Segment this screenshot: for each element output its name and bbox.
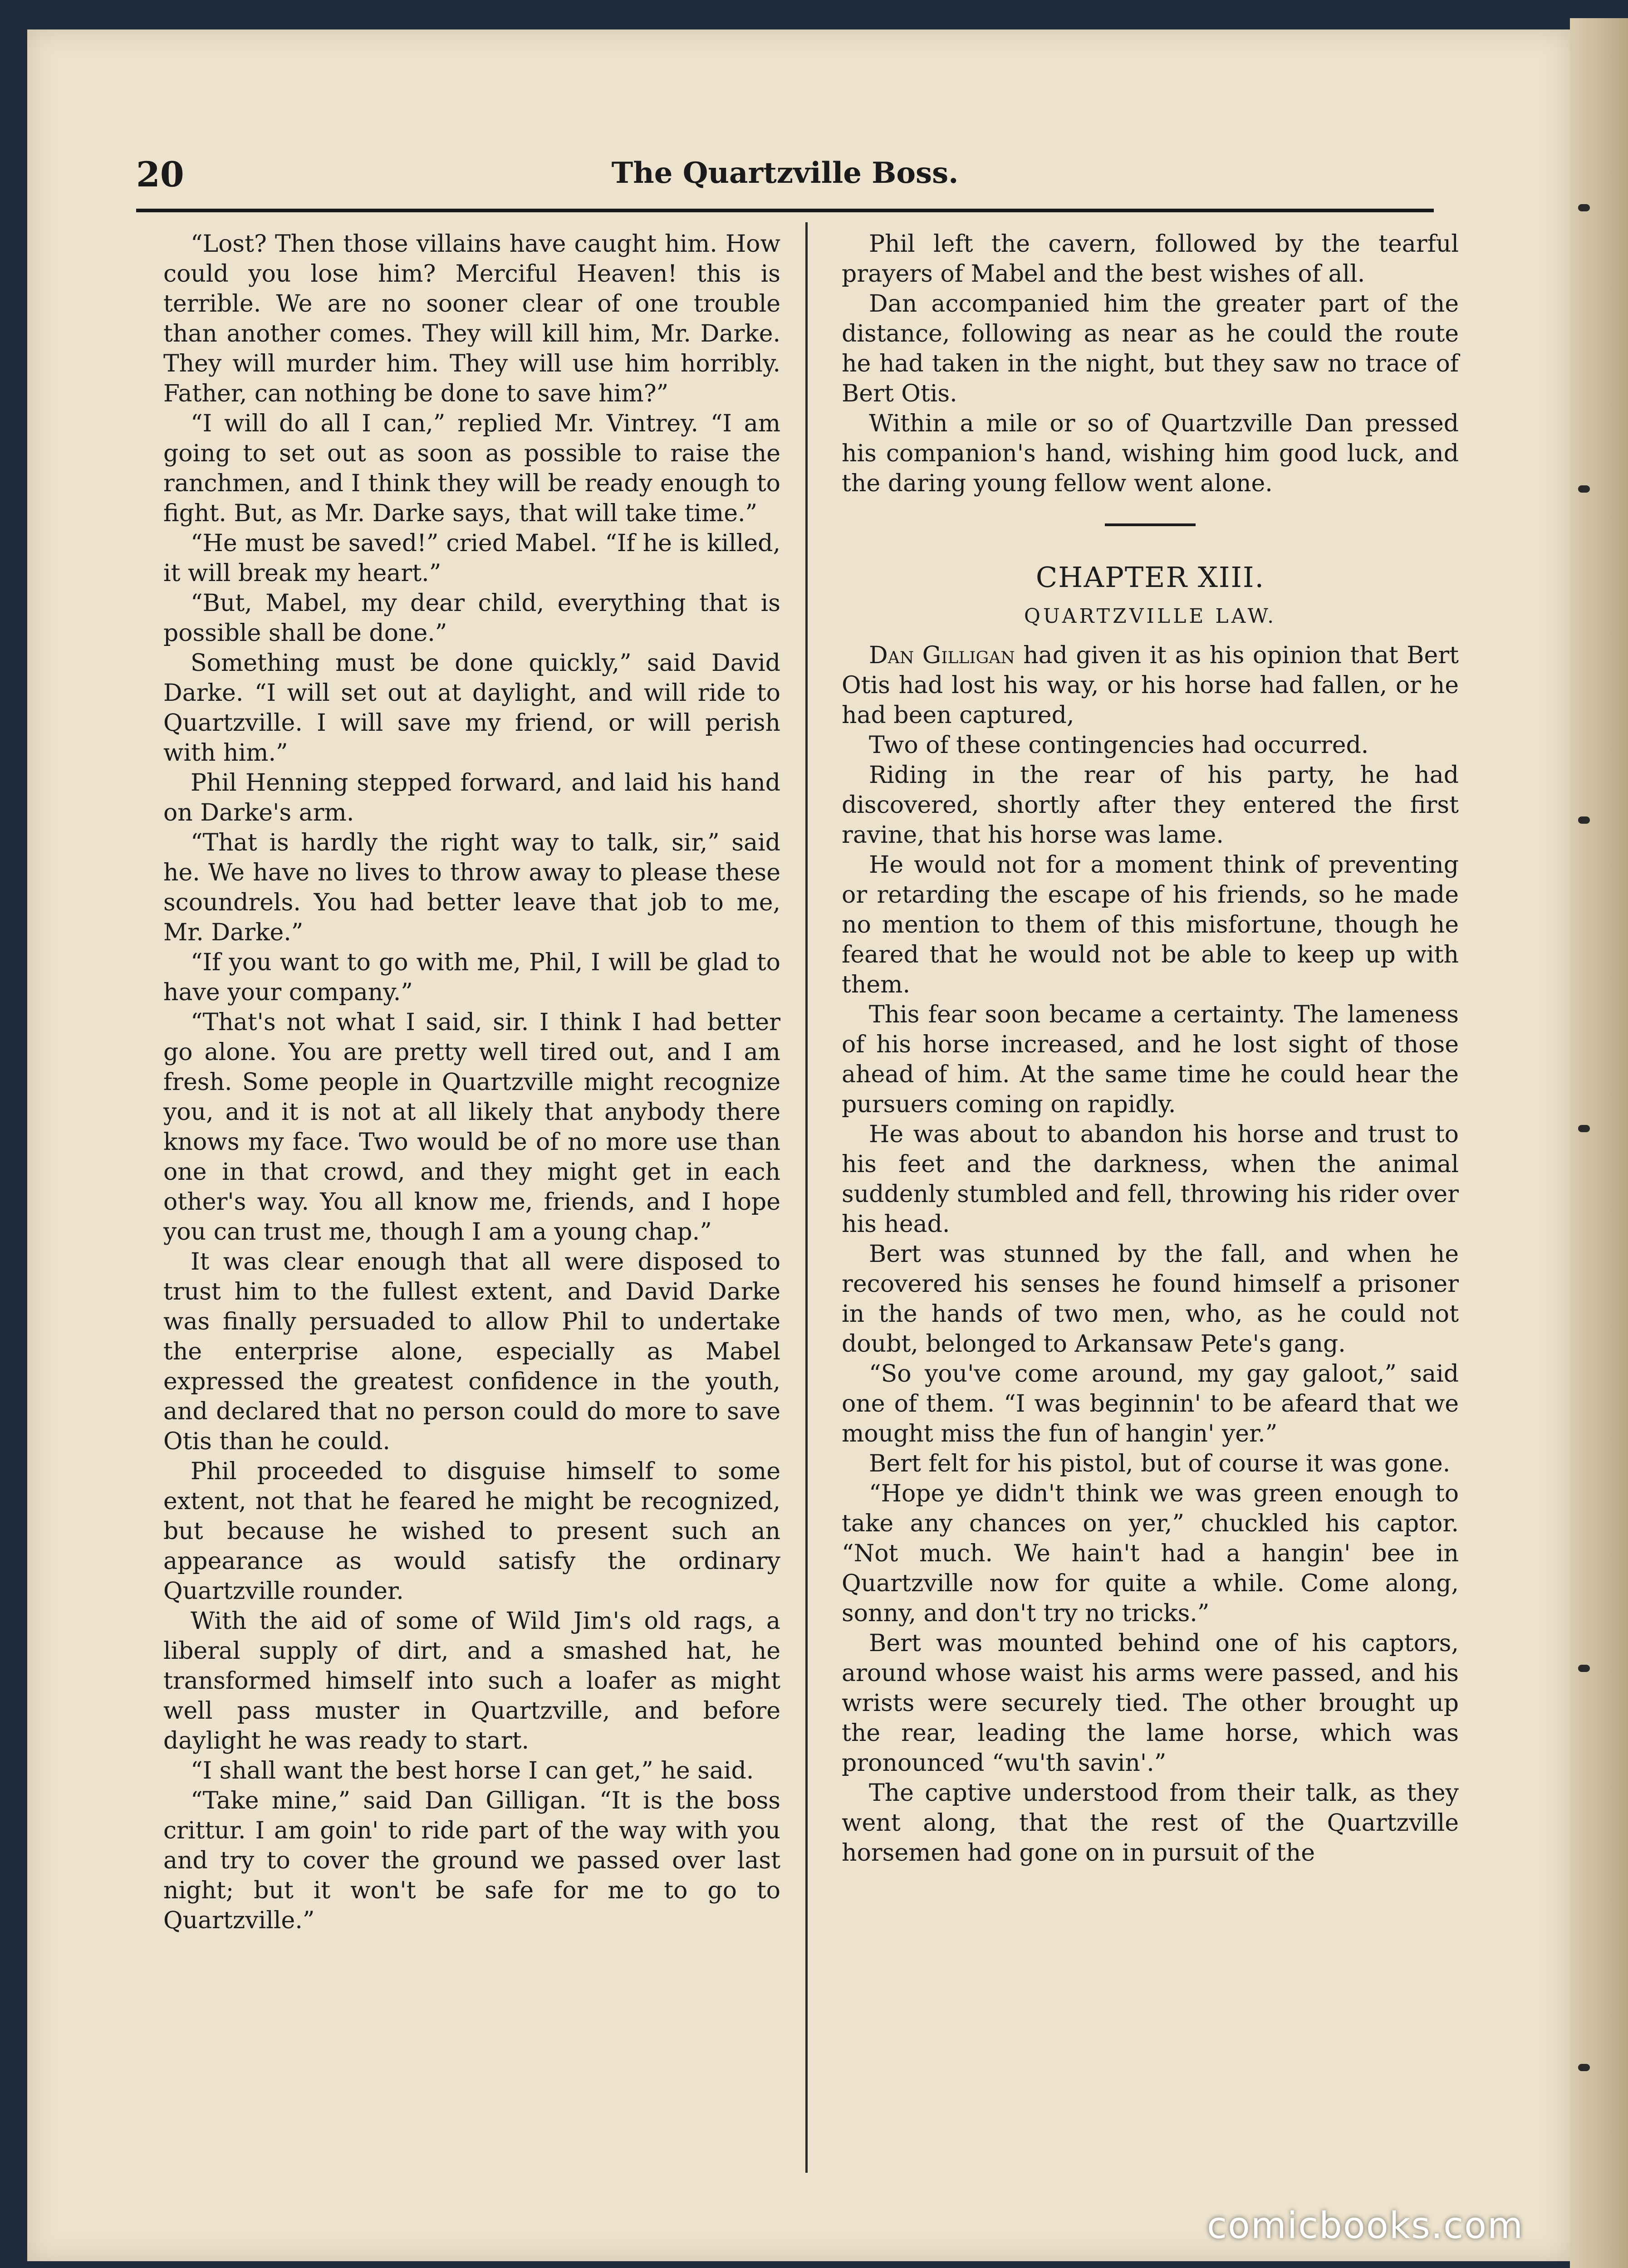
section-divider: [1105, 523, 1196, 526]
paragraph: With the aid of some of Wild Jim's old rags, a liberal supply of dirt, and a smashed hat, he transformed himself into such a loafer as might well pass muster in Quartzville, and before daylight he was ready to start.: [163, 1608, 780, 1755]
chapter-opening-paragraph: [842, 640, 1459, 730]
watermark: comicbooks.com: [1207, 2204, 1524, 2247]
binding-hole: [1578, 2064, 1590, 2071]
paragraph: “That's not what I said, sir. I think I had better go alone. You are pretty well tired out, and I am fresh. Some people in Quartzville might recognize you, and it is not at all likely that anybody there knows my face. Two would be of no more use than one in that crowd, and they might get in each other's way. You all know me, friends, and I hope you can trust me, though I am a young chap.”: [163, 1009, 780, 1246]
column-rule: [805, 222, 808, 2173]
lead-text: had given it as his opinion that Bert Otis had lost his way, or his horse had fallen, or he had been captured,: [842, 642, 1459, 729]
paragraph: He would not for a moment think of preventing or retarding the escape of his friends, so he made no mention to them of this misfortune, though he feared that he would not be able to keep up with them.: [842, 851, 1459, 998]
paragraph: Phil proceeded to disguise himself to some extent, not that he feared he might be recognized, but because he wished to present such an appearance as would satisfy the ordinary Quartzville rounder.: [163, 1458, 780, 1605]
binding-hole: [1578, 1665, 1590, 1672]
paragraph: It was clear enough that all were disposed to trust him to the fullest extent, and David Darke was finally persuaded to allow Phil to undertake the enterprise alone, especially as Mabel expressed the greatest confidence in the youth, and declared that no person could do more to save Otis than he could.: [163, 1248, 780, 1455]
paragraph: Bert was mounted behind one of his captors, around whose waist his arms were passed, and his wrists were securely tied. The other brought up the rear, leading the lame horse, which was pronounced “wu'th savin'.”: [842, 1630, 1459, 1777]
paragraph: Phil left the cavern, followed by the tearful prayers of Mabel and the best wishes of all.: [842, 230, 1459, 288]
chapter-subtitle: QUARTZVILLE LAW.: [1024, 605, 1277, 628]
binding-hole: [1578, 1125, 1590, 1132]
page-header: [136, 150, 1434, 204]
lead-name: Dan Gilligan: [869, 642, 1015, 669]
paragraph: He was about to abandon his horse and trust to his feet and the darkness, when the animal suddenly stumbled and fell, throwing his rider over his head.: [842, 1121, 1459, 1238]
paragraph: Within a mile or so of Quartzville Dan pressed his companion's hand, wishing him good luck, and the daring young fellow went alone.: [842, 410, 1459, 497]
running-title: The Quartzville Boss.: [611, 156, 959, 190]
paragraph: This fear soon became a certainty. The lameness of his horse increased, and he lost sight of those ahead of him. At the same time he could hear the pursuers coming on rapidly.: [842, 1001, 1459, 1118]
paragraph: “If you want to go with me, Phil, I will be glad to have your company.”: [163, 949, 780, 1006]
chapter-title: CHAPTER XIII.: [1035, 561, 1265, 594]
paragraph: Bert was stunned by the fall, and when he recovered his senses he found himself a prisoner in the hands of two men, who, as he could not doubt, belonged to Arkansaw Pete's gang.: [842, 1241, 1459, 1358]
paragraph: “So you've come around, my gay galoot,” said one of them. “I was beginnin' to be afeard that we mought miss the fun of hangin' yer.”: [842, 1360, 1459, 1447]
paragraph: “He must be saved!” cried Mabel. “If he is killed, it will break my heart.”: [163, 530, 780, 587]
binding-hole: [1578, 816, 1590, 824]
binding-hole: [1578, 204, 1590, 211]
paragraph: “I shall want the best horse I can get,” he said.: [191, 1757, 754, 1784]
paragraph: Dan accompanied him the greater part of the distance, following as near as he could the route he had taken in the night, but they saw no trace of Bert Otis.: [842, 290, 1459, 407]
paragraph: “Take mine,” said Dan Gilligan. “It is the boss crittur. I am goin' to ride part of the way with you and try to cover the ground we passed over last night; but it won't be safe for me to go to Quartzville.”: [163, 1787, 780, 1934]
left-column: [163, 229, 780, 1936]
paragraph: “Hope ye didn't think we was green enough to take any chances on yer,” chuckled his captor. “Not much. We hain't had a hangin' bee in Quartzville now for quite a while. Come along, sonny, and don't try no tricks.”: [842, 1480, 1459, 1627]
paragraph: “I will do all I can,” replied Mr. Vintrey. “I am going to set out as soon as possible to raise the ranchmen, and I think they will be ready enough to fight. But, as Mr. Darke says, that will take time.”: [163, 410, 780, 527]
paragraph: Something must be done quickly,” said David Darke. “I will set out at daylight, and will ride to Quartzville. I will save my friend, or will perish with him.”: [163, 650, 780, 767]
paragraph: “That is hardly the right way to talk, sir,” said he. We have no lives to throw away to please these scoundrels. You had better leave that job to me, Mr. Darke.”: [163, 829, 780, 946]
paragraph: “Lost? Then those villains have caught him. How could you lose him? Merciful Heaven! this is terrible. We are no sooner clear of one trouble than another comes. They will kill him, Mr. Darke. They will murder him. They will use him horribly. Father, can nothing be done to save him?”: [163, 230, 780, 407]
paragraph: Riding in the rear of his party, he had discovered, shortly after they entered the first ravine, that his horse was lame.: [842, 762, 1459, 849]
paragraph: Bert felt for his pistol, but of course it was gone.: [869, 1450, 1451, 1477]
binding-hole: [1578, 485, 1590, 493]
paragraph: Two of these contingencies had occurred.: [869, 732, 1369, 759]
paragraph: Phil Henning stepped forward, and laid his hand on Darke's arm.: [163, 769, 780, 826]
paragraph: The captive understood from their talk, as they went along, that the rest of the Quartzville horsemen had gone on in pursuit of the: [842, 1779, 1459, 1867]
paragraph: “But, Mabel, my dear child, everything that is possible shall be done.”: [163, 590, 780, 647]
page-number: 20: [136, 154, 184, 195]
page-edge: [1570, 18, 1628, 2268]
right-column: [842, 229, 1459, 1868]
header-rule: [136, 209, 1434, 212]
